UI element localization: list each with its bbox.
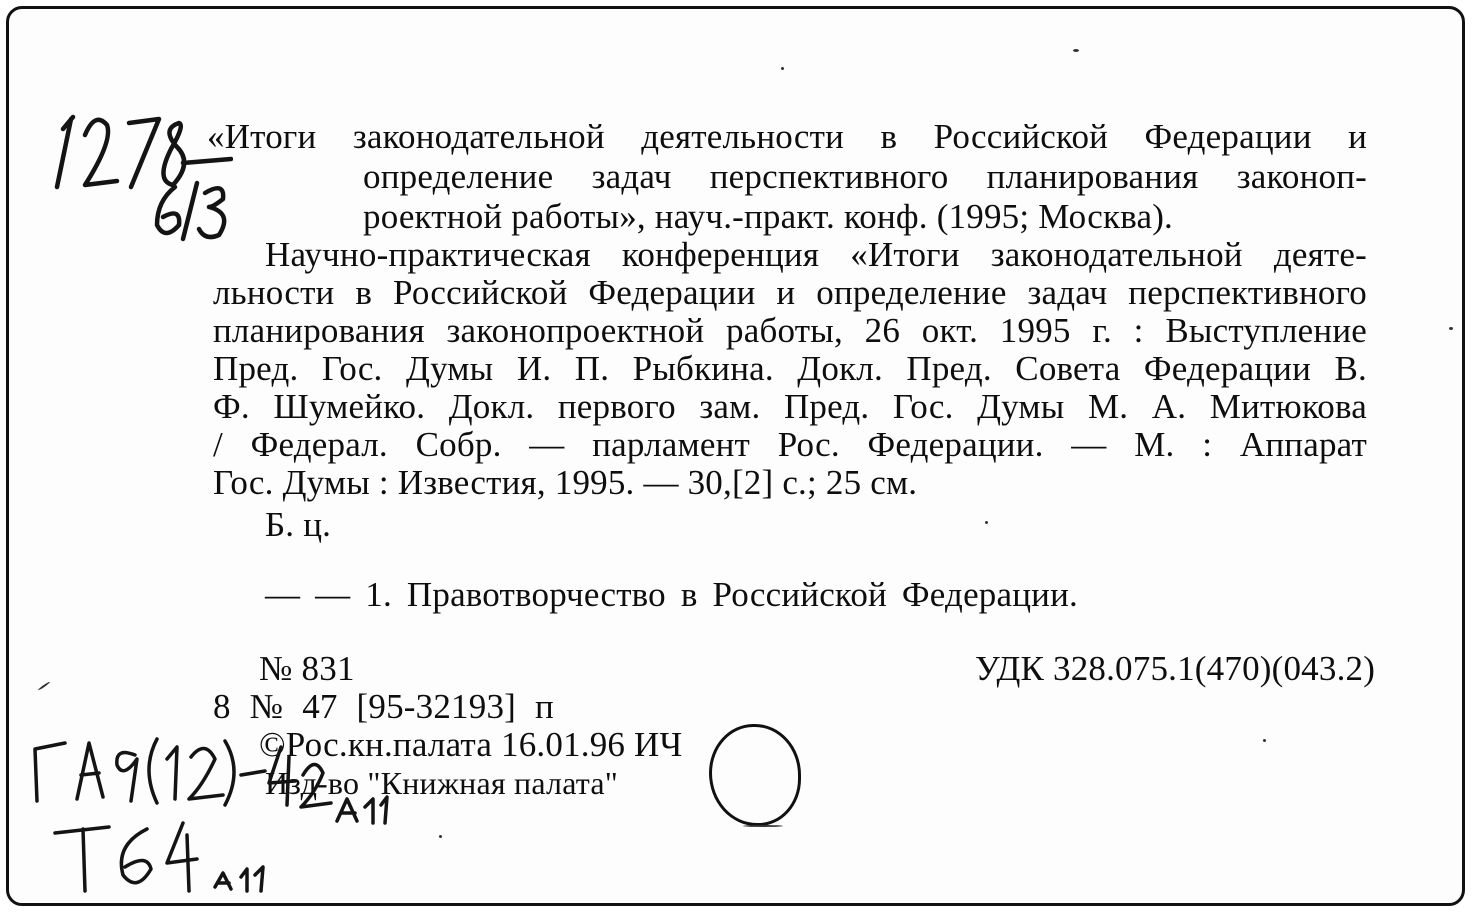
- scan-speck: [439, 835, 442, 838]
- copyright-line: ©Рос.кн.палата 16.01.96 ИЧ: [259, 725, 683, 764]
- desc-line-6: / Федерал. Собр. — парламент Рос. Федерации. — М. : Аппарат: [213, 425, 1367, 464]
- scan-speck: [985, 521, 988, 524]
- scan-speck: [1073, 49, 1079, 52]
- handwritten-call-number: [33, 89, 233, 249]
- desc-line-3: планирования законопроектной работы, 26 окт. 1995 г. : Выступление: [213, 311, 1367, 350]
- scan-speck: [781, 67, 784, 70]
- record-number-2: 8 № 47 [95-32193] п: [213, 687, 554, 726]
- handwritten-shelf-code: [19, 719, 439, 906]
- catalog-card: [6, 6, 1465, 906]
- title-line-3: роектной работы», науч.-практ. конф. (1995; Москва).: [363, 197, 1173, 236]
- title-line-2: определение задач перспективного планирования законоп-: [363, 157, 1367, 196]
- desc-line-5: Ф. Шумейко. Докл. первого зам. Пред. Гос. Думы М. А. Митюкова: [213, 387, 1367, 426]
- subject-heading: — — 1. Правотворчество в Российской Федерации.: [265, 575, 1078, 614]
- scan-speck: [1263, 739, 1266, 742]
- scan-speck: [38, 681, 51, 691]
- publisher-line: Изд-во "Книжная палата": [265, 765, 619, 801]
- desc-line-7: Гос. Думы : Известия, 1995. — 30,[2] с.; 25 см.: [213, 463, 918, 502]
- scan-speck: [1449, 327, 1453, 330]
- desc-line-4: Пред. Гос. Думы И. П. Рыбкина. Докл. Пред. Совета Федерации В.: [213, 349, 1367, 388]
- desc-line-1: Научно-практическая конференция «Итоги законодательной деяте-: [265, 235, 1367, 274]
- title-line-1: «Итоги законодательной деятельности в Российской Федерации и: [207, 117, 1367, 156]
- stamp-circle: [709, 724, 801, 826]
- scan-speck: [743, 825, 783, 827]
- price-note: Б. ц.: [265, 505, 332, 544]
- udc-code: УДК 328.075.1(470)(043.2): [975, 649, 1376, 688]
- desc-line-2: льности в Российской Федерации и определение задач перспективного: [213, 273, 1367, 312]
- record-number-1: № 831: [259, 649, 355, 688]
